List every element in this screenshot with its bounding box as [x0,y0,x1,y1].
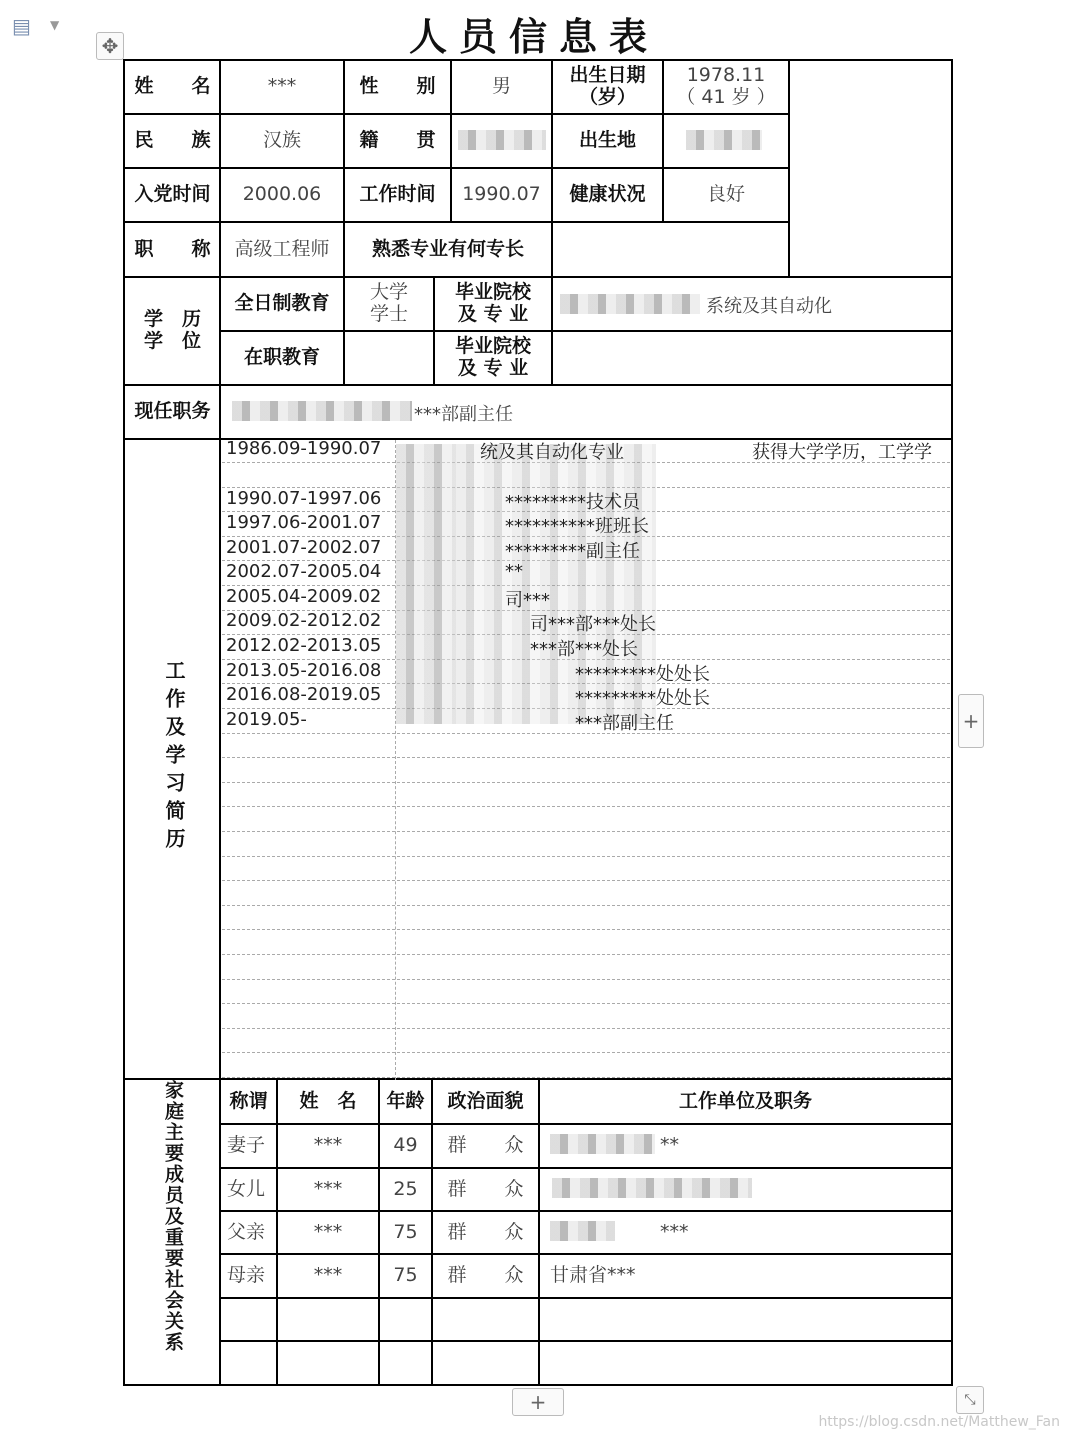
family-header-relation: 称谓 [229,1089,268,1112]
label-birthplace: 出生地 [578,129,636,152]
redacted-native [458,130,546,150]
resume-text[interactable]: ** [505,561,523,582]
family-work[interactable]: *** [660,1221,689,1244]
label-resume: 工作及学习简历 [162,660,186,856]
document-icon[interactable]: ▤ [12,14,31,38]
watermark: https://blog.csdn.net/Matthew_Fan [818,1414,1060,1430]
family-political[interactable]: 群 众 [447,1264,524,1287]
resume-line [222,757,950,758]
resume-period[interactable]: 2013.05-2016.08 [226,660,382,681]
label-family: 家庭主要成员及重要社会关系 [162,1080,184,1353]
family-name[interactable]: *** [313,1221,343,1244]
value-birth[interactable]: 1978.11 （ 41 岁 ） [676,64,776,108]
resume-line [222,954,950,955]
resume-line [222,929,950,930]
resume-line [222,905,950,906]
value-fulltime-degree[interactable]: 大学 学士 [369,281,408,325]
label-inservice: 在职教育 [243,346,320,369]
family-political[interactable]: 群 众 [447,1221,524,1244]
resume-period[interactable]: 2002.07-2005.04 [226,561,382,582]
value-ethnicity[interactable]: 汉族 [262,129,301,152]
label-position: 现任职务 [134,400,211,423]
resume-period[interactable]: 1990.07-1997.06 [226,488,382,509]
resume-line [222,831,950,832]
value-gender[interactable]: 男 [491,75,511,98]
label-native: 籍 贯 [359,129,436,152]
label-ethnicity: 民 族 [134,129,211,152]
family-work[interactable]: ** [660,1134,679,1157]
label-education: 学 历 学 位 [143,308,201,352]
resume-line [222,856,950,857]
resume-period[interactable]: 2012.02-2013.05 [226,635,382,656]
resume-text[interactable]: ***部副主任 [575,713,674,734]
redacted-work-2 [552,1178,752,1198]
table-move-handle-icon[interactable]: ✥ [96,32,124,60]
value-party-date[interactable]: 2000.06 [242,183,322,206]
family-name[interactable]: *** [313,1178,343,1201]
resume-period[interactable]: 1986.09-1990.07 [226,438,382,459]
label-school-major-2: 毕业院校 及 专 业 [454,335,531,379]
resume-text[interactable]: *********处处长 [575,688,710,709]
label-specialty: 熟悉专业有何专长 [371,237,524,260]
value-position[interactable]: ***部副主任 [414,404,513,425]
label-health: 健康状况 [569,183,646,206]
family-name[interactable]: *** [313,1134,343,1157]
family-header-name: 姓 名 [299,1089,357,1112]
family-age[interactable]: 75 [393,1264,418,1287]
value-work-date[interactable]: 1990.07 [462,183,541,206]
resume-line [222,979,950,980]
family-age[interactable]: 25 [393,1178,418,1201]
family-relation[interactable]: 妻子 [227,1134,266,1157]
resume-line [222,782,950,783]
label-gender: 性 别 [359,75,436,98]
label-name: 姓 名 [134,75,211,98]
redacted-work-1 [550,1134,655,1154]
label-birth: 出生日期 （岁） [569,64,646,108]
resume-line [222,1077,950,1078]
family-header-age: 年龄 [386,1089,425,1112]
label-school-major: 毕业院校 及 专 业 [454,281,531,325]
add-column-button[interactable]: + [958,694,984,748]
resume-line [222,806,950,807]
resume-text-extra[interactable]: 获得大学学历，工学学 [752,442,932,463]
family-header-work: 工作单位及职务 [678,1089,812,1112]
label-fulltime: 全日制教育 [234,292,330,315]
dropdown-arrow-icon[interactable]: ▼ [50,18,60,32]
resume-text[interactable]: *********副主任 [505,541,640,562]
redacted-position [232,401,412,421]
label-title-rank: 职 称 [134,237,211,260]
family-header-political: 政治面貌 [447,1089,524,1112]
value-name[interactable]: *** [267,75,297,98]
resume-period[interactable]: 2005.04-2009.02 [226,586,382,607]
family-work[interactable]: 甘肃省*** [550,1264,636,1287]
family-name[interactable]: *** [313,1264,343,1287]
family-relation[interactable]: 女儿 [227,1178,266,1201]
resume-period[interactable]: 2016.08-2019.05 [226,684,382,705]
resume-line [222,1003,950,1004]
resume-period[interactable]: 2019.05- [226,709,307,730]
resume-text[interactable]: ***部***处长 [530,639,638,660]
redacted-resume-block [396,444,456,724]
family-political[interactable]: 群 众 [447,1178,524,1201]
redacted-school [560,294,700,314]
family-relation[interactable]: 母亲 [227,1264,266,1287]
value-health[interactable]: 良好 [706,183,745,206]
family-age[interactable]: 75 [393,1221,418,1244]
value-fulltime-school[interactable]: 系统及其自动化 [706,296,832,317]
family-political[interactable]: 群 众 [447,1134,524,1157]
add-row-button[interactable]: + [512,1388,564,1416]
resume-period[interactable]: 1997.06-2001.07 [226,512,382,533]
resume-text[interactable]: 统及其自动化专业 [480,442,624,463]
family-relation[interactable]: 父亲 [227,1221,266,1244]
redacted-birthplace [686,130,762,150]
resume-text[interactable]: *********处处长 [575,664,710,685]
resume-line [222,1028,950,1029]
resume-text[interactable]: 司***部***处长 [530,614,656,635]
label-work-date: 工作时间 [359,183,436,206]
family-age[interactable]: 49 [393,1134,418,1157]
page-title: 人员信息表 [408,14,659,59]
resume-period[interactable]: 2009.02-2012.02 [226,610,382,631]
resume-line [222,880,950,881]
resume-text[interactable]: *********技术员 [505,492,640,513]
resume-line [222,1052,950,1053]
label-party-date: 入党时间 [134,183,211,206]
resize-handle-icon[interactable]: ⤡ [956,1386,984,1414]
value-title-rank[interactable]: 高级工程师 [234,237,330,260]
resume-period[interactable]: 2001.07-2002.07 [226,537,382,558]
redacted-work-3 [550,1221,615,1241]
resume-text[interactable]: **********班班长 [505,516,649,537]
resume-text[interactable]: 司*** [505,590,550,611]
